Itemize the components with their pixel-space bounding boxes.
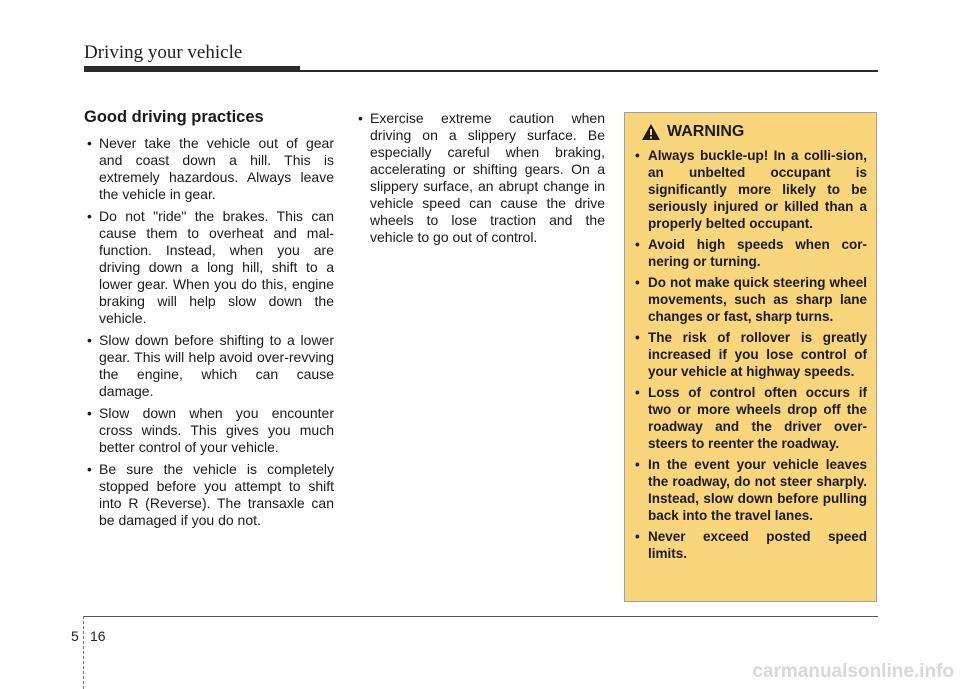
list-item: • Do not "ride" the brakes. This can cause them to overheat and mal-function. Instead, when you are driving down a long hill, shift to a lower gear. When you do this, engine braking will help slow down the vehicle. xyxy=(84,208,334,327)
list-item: • Slow down when you encounter cross winds. This gives you much better control of your vehicle. xyxy=(84,405,334,456)
header-rule-thin xyxy=(300,70,878,72)
page-header-title: Driving your vehicle xyxy=(84,42,243,63)
warning-item: • Avoid high speeds when cor-nering or turning. xyxy=(633,236,867,270)
warning-title: WARNING xyxy=(667,123,745,140)
list-item: • Never take the vehicle out of gear and coast down a hill. This is extremely hazardous. Always leave the vehicle in gear. xyxy=(84,135,334,203)
section-heading: Good driving practices xyxy=(84,108,264,126)
warning-list xyxy=(633,147,867,562)
list-item: • Be sure the vehicle is completely stopped before you attempt to shift into R (Reverse). The transaxle can be damaged if you do not. xyxy=(84,461,334,529)
page-number: 16 xyxy=(90,628,106,644)
footer-divider xyxy=(83,616,84,689)
caution-list xyxy=(355,110,605,246)
left-column xyxy=(84,108,334,534)
chapter-number: 5 xyxy=(71,628,79,644)
header-rule-thick xyxy=(84,66,300,72)
warning-item: • Do not make quick steering wheel movements, such as sharp lane changes or fast, sharp turns. xyxy=(633,274,867,325)
warning-box xyxy=(624,112,877,602)
watermark: carmanualsonline.info xyxy=(752,661,954,682)
warning-item: • Never exceed posted speed limits. xyxy=(633,528,867,562)
good-practices-list xyxy=(84,135,334,529)
middle-column xyxy=(355,110,605,251)
footer-rule xyxy=(84,616,878,617)
warning-header xyxy=(641,123,867,141)
warning-item: • Always buckle-up! In a colli-sion, an unbelted occupant is significantly more likely to be seriously injured or killed than a properly belted occupant. xyxy=(633,147,867,232)
warning-item: • Loss of control often occurs if two or more wheels drop off the roadway and the driver over-steers to reenter the roadway. xyxy=(633,384,867,452)
warning-triangle-icon xyxy=(641,123,661,141)
list-item: • Exercise extreme caution when driving on a slippery surface. Be especially careful when braking, accelerating or shifting gears. On a slippery surface, an abrupt change in vehicle speed can cause the drive wheels to lose traction and the vehicle to go out of control. xyxy=(355,110,605,246)
warning-item: • The risk of rollover is greatly increased if you lose control of your vehicle at highway speeds. xyxy=(633,329,867,380)
list-item: • Slow down before shifting to a lower gear. This will help avoid over-revving the engine, which can cause damage. xyxy=(84,332,334,400)
warning-item: • In the event your vehicle leaves the roadway, do not steer sharply. Instead, slow down before pulling back into the travel lanes. xyxy=(633,456,867,524)
